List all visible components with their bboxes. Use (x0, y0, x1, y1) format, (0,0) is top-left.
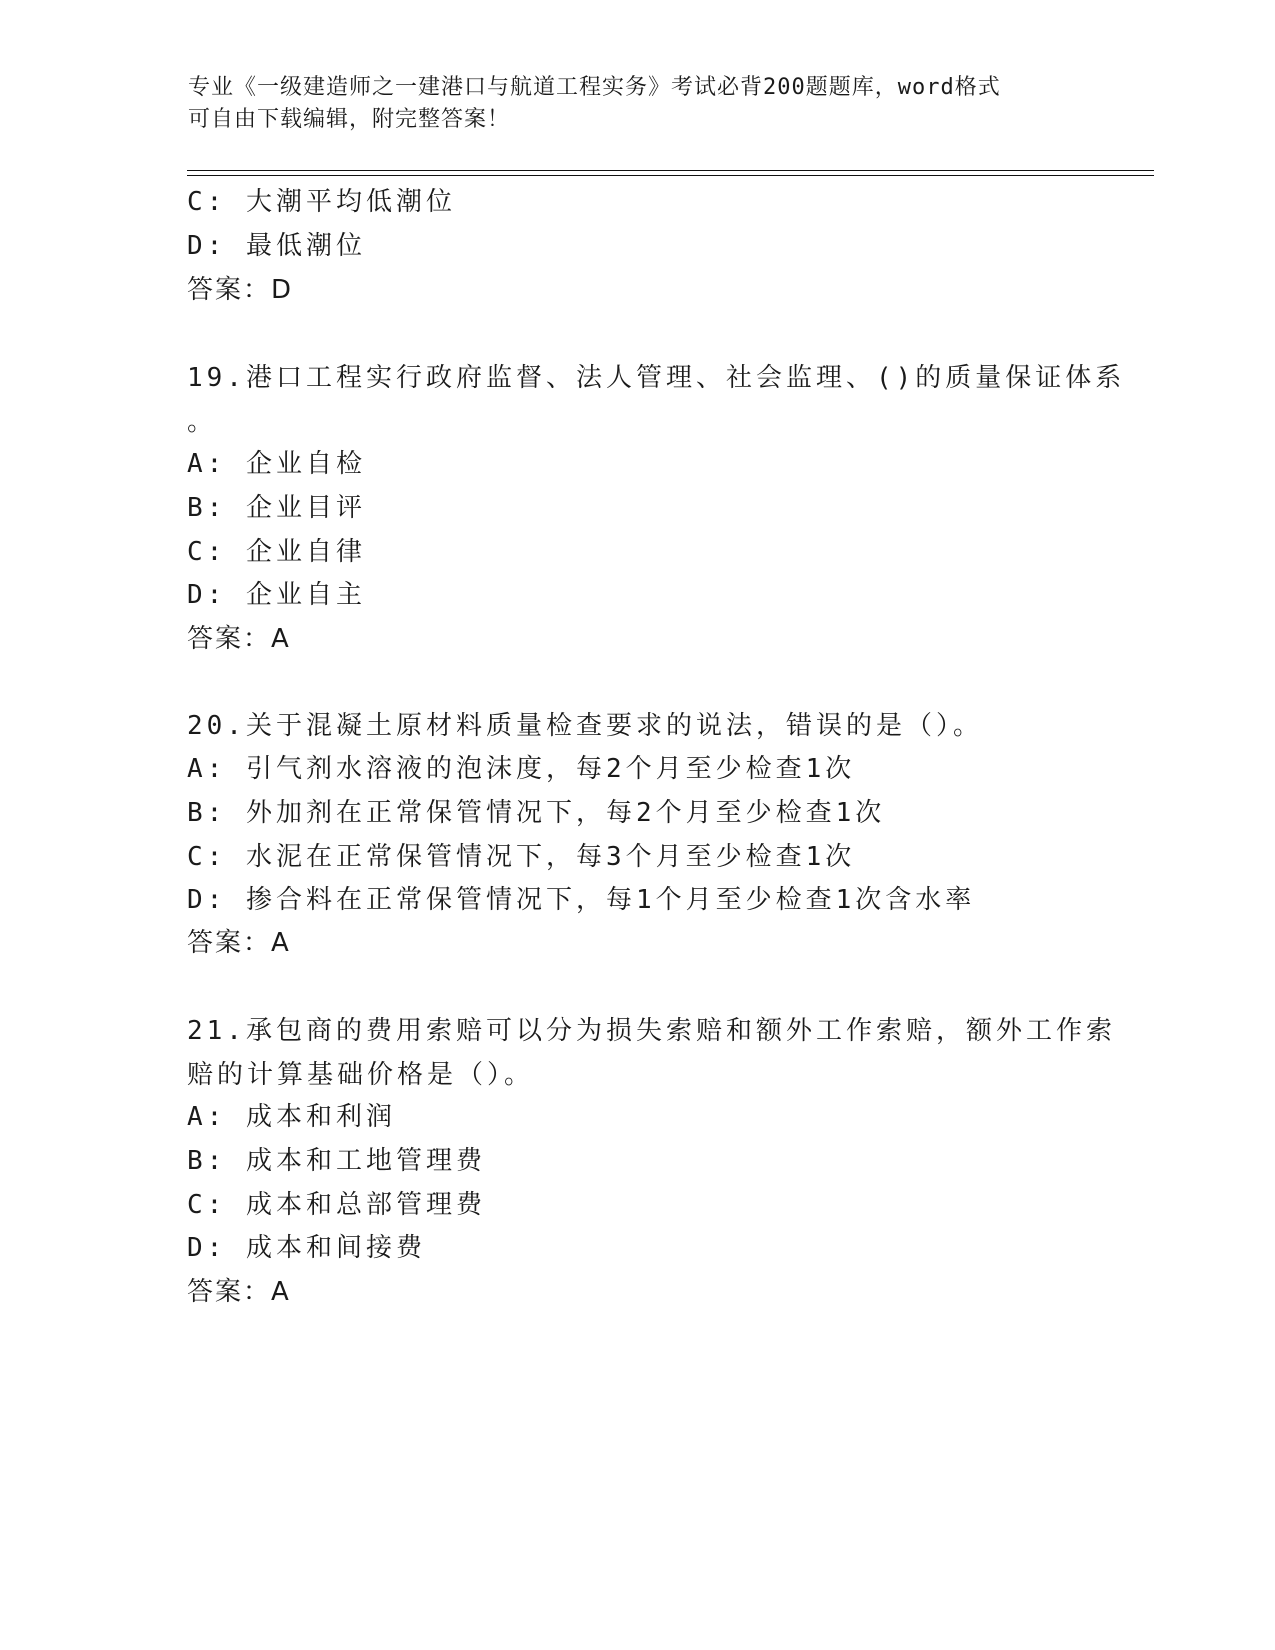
option-b: B: 成本和工地管理费 (187, 1146, 486, 1176)
question-stem: 21.承包商的费用索赔可以分为损失索赔和额外工作索赔，额外工作索 (187, 1016, 1116, 1046)
answer-line: 答案：A (187, 624, 291, 654)
option-a: A: 成本和利润 (187, 1102, 396, 1132)
question-stem-continuation: 赔的计算基础价格是（）。 (187, 1060, 535, 1090)
header-divider-bottom (187, 175, 1154, 176)
header-title-line-2: 可自由下载编辑，附完整答案！ (188, 107, 511, 132)
option-d: D: 掺合料在正常保管情况下，每1个月至少检查1次含水率 (187, 885, 976, 915)
option-b: B: 外加剂在正常保管情况下，每2个月至少检查1次 (187, 798, 886, 828)
option-c: C: 企业自律 (187, 537, 366, 567)
option-c: C: 成本和总部管理费 (187, 1190, 486, 1220)
answer-line: 答案：A (187, 1277, 291, 1307)
option-d: D: 成本和间接费 (187, 1233, 426, 1263)
option-c: C: 大潮平均低潮位 (187, 187, 456, 217)
option-c: C: 水泥在正常保管情况下，每3个月至少检查1次 (187, 842, 856, 872)
option-a: A: 引气剂水溶液的泡沫度，每2个月至少检查1次 (187, 754, 856, 784)
answer-line: 答案：D (187, 275, 294, 305)
answer-line: 答案：A (187, 928, 291, 958)
option-d: D: 企业自主 (187, 580, 366, 610)
question-stem-continuation: 。 (187, 407, 218, 437)
option-b: B: 企业目评 (187, 493, 366, 523)
header-title-line-1: 专业《一级建造师之一建港口与航道工程实务》考试必背200题题库，word格式 (188, 75, 1001, 100)
question-stem: 19.港口工程实行政府监督、法人管理、社会监理、()的质量保证体系 (187, 363, 1126, 393)
header-divider-top (187, 170, 1154, 171)
option-d: D: 最低潮位 (187, 231, 366, 261)
option-a: A: 企业自检 (187, 449, 366, 479)
question-stem: 20.关于混凝土原材料质量检查要求的说法，错误的是（）。 (187, 711, 983, 741)
